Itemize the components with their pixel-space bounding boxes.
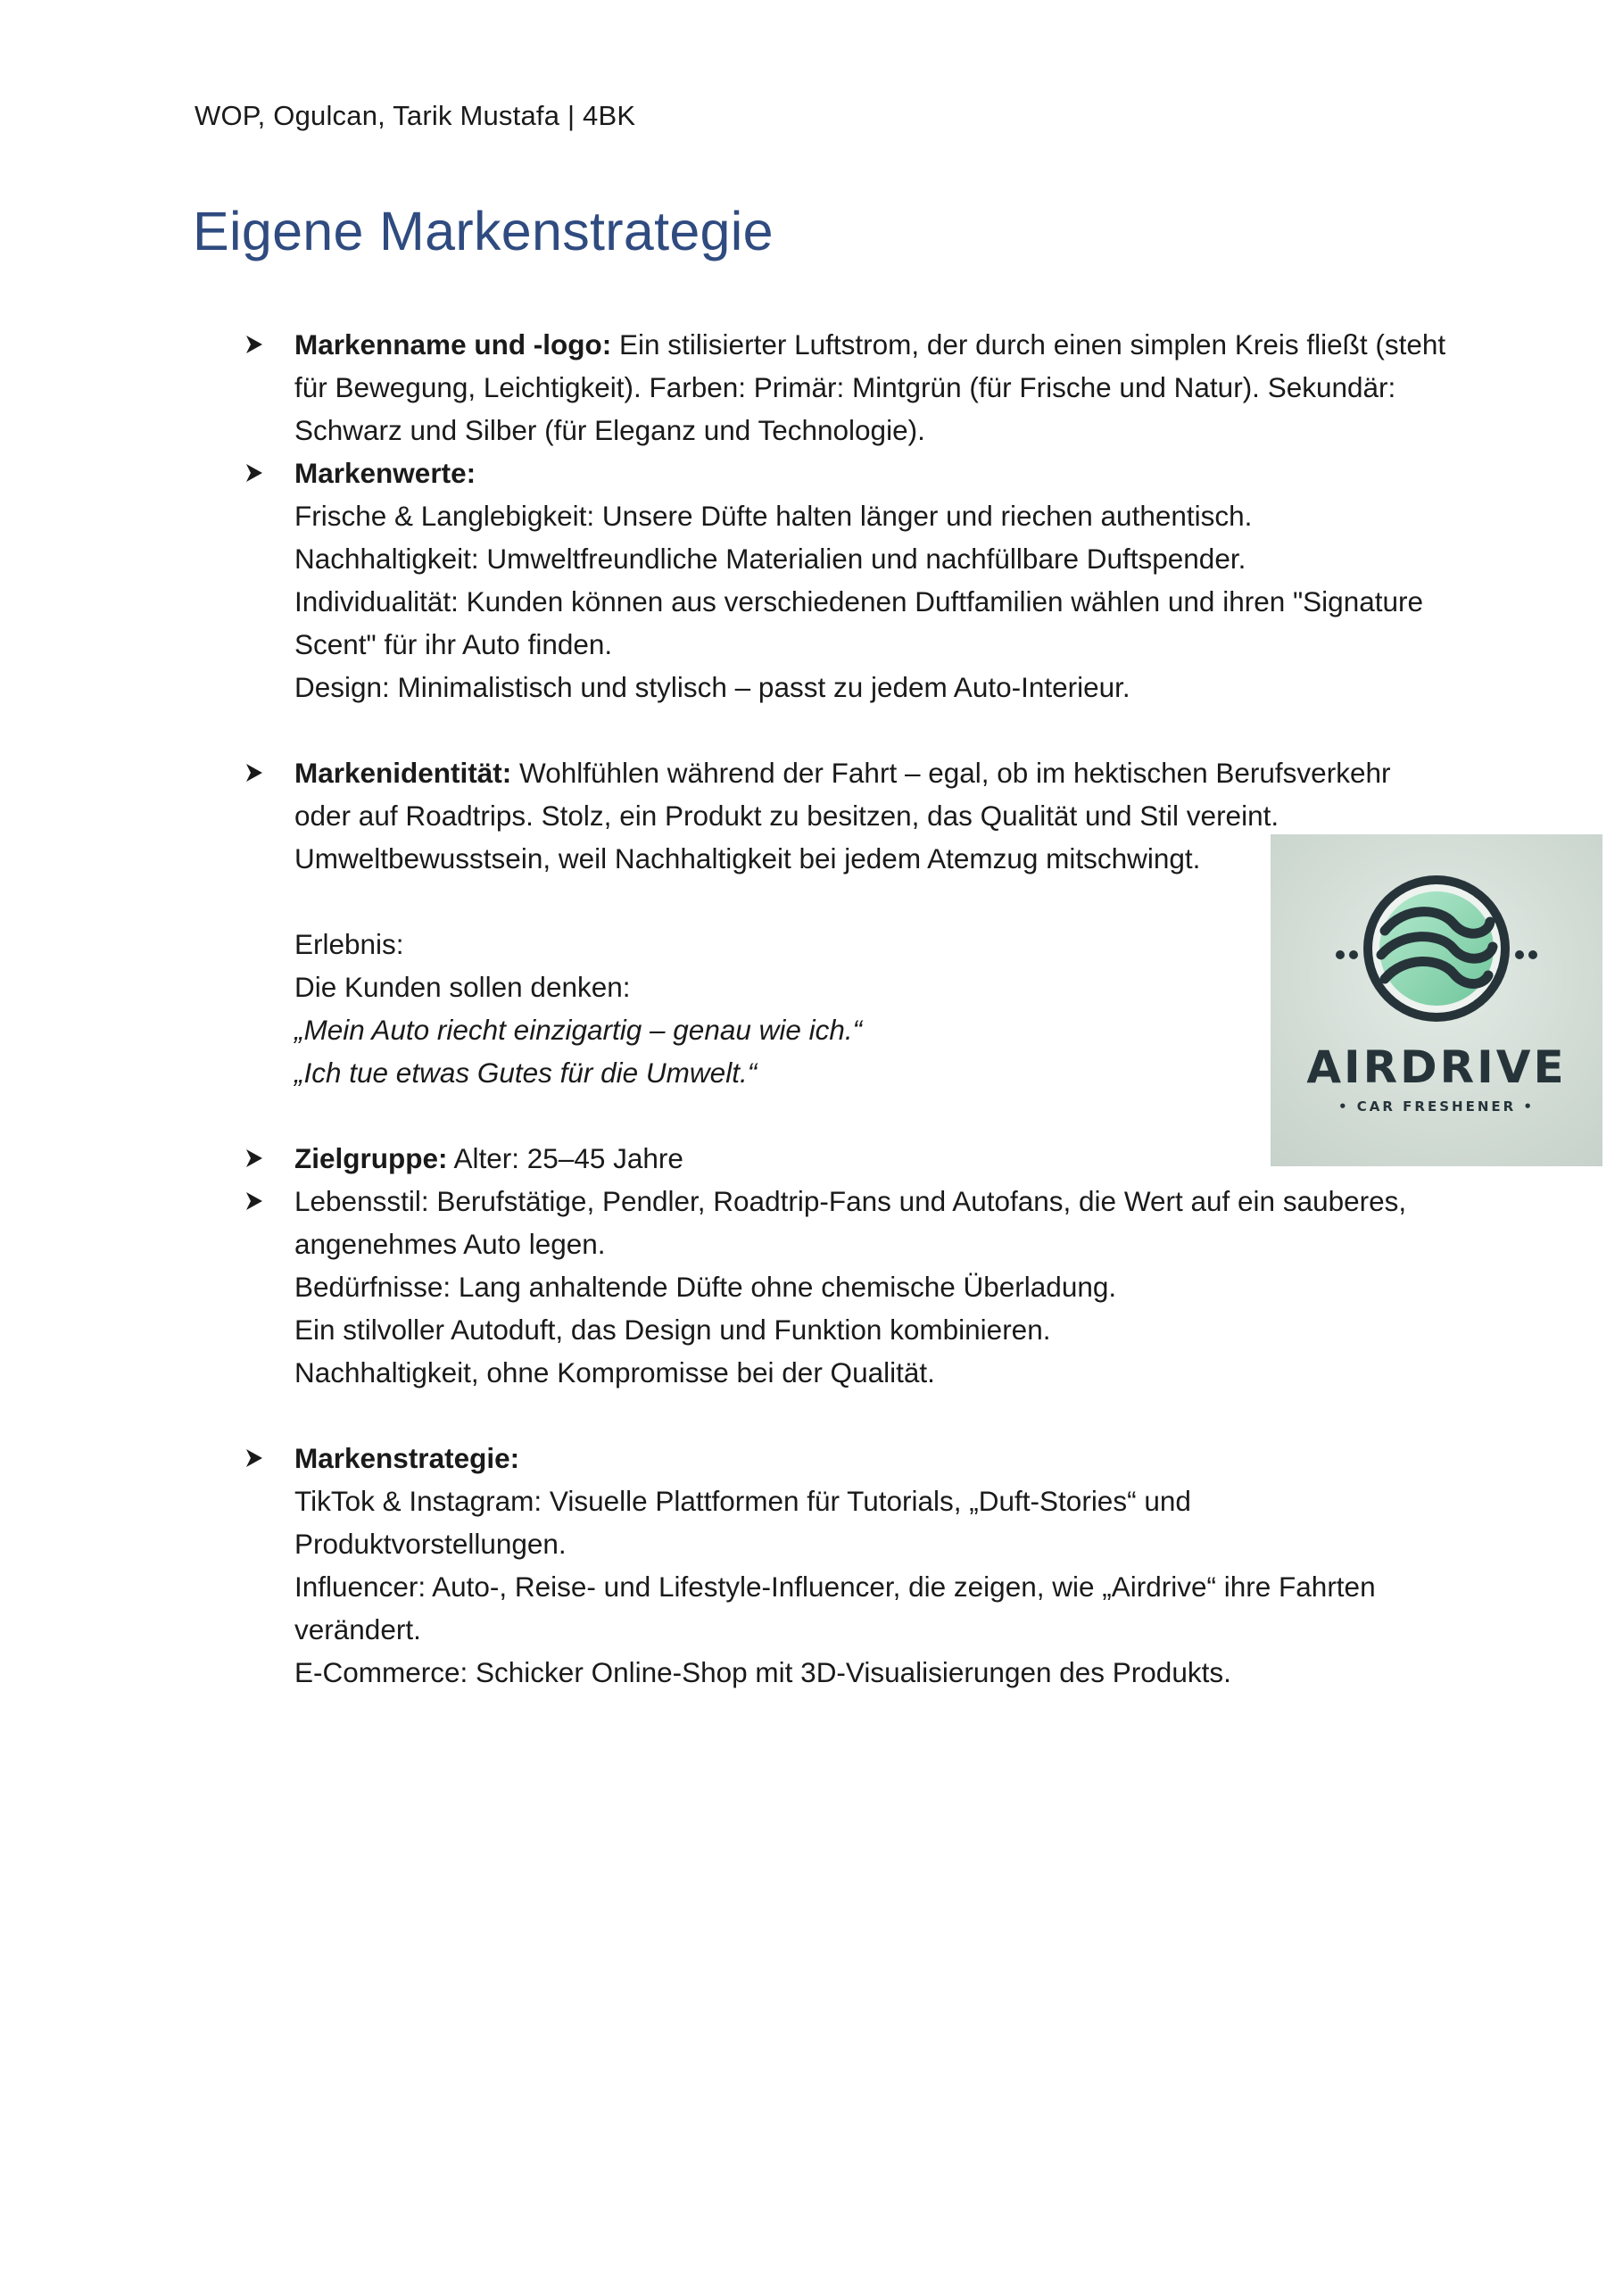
document-body [195,323,1444,1694]
paragraph-text: angenehmes Auto legen. [294,1228,606,1260]
paragraph-text: Bedürfnisse: Lang anhaltende Düfte ohne chemische Überladung. [294,1271,1117,1303]
section-label: Zielgruppe: [294,1142,448,1174]
arrow-bullet-icon [246,1449,262,1467]
erlebnis-heading: Erlebnis: [294,928,404,960]
logo-wordmark: AIRDRIVE [1306,1041,1567,1093]
paragraph-text: E-Commerce: Schicker Online-Shop mit 3D-Visualisierungen des Produkts. [294,1656,1231,1688]
logo-tagline: • CAR FRESHENER • [1337,1098,1535,1115]
arrow-bullet-icon [246,336,262,353]
paragraph-text: Nachhaltigkeit: Umweltfreundliche Materialien und nachfüllbare Duftspender. [294,543,1246,575]
paragraph-text: Frische & Langlebigkeit: Unsere Düfte halten länger und riechen authentisch. [294,500,1253,532]
bullet-markenstrategie [195,1437,1444,1694]
document-title: Eigene Markenstrategie [193,201,774,261]
paragraph-text: Individualität: Kunden können aus verschiedenen Duftfamilien wählen und ihren "Signature [294,585,1424,618]
paragraph-text: Ein stilvoller Autoduft, das Design und Funktion kombinieren. [294,1314,1051,1346]
paragraph-text: Nachhaltigkeit, ohne Kompromisse bei der Qualität. [294,1356,935,1388]
paragraph-text: Umweltbewusstsein, weil Nachhaltigkeit bei jedem Atemzug mitschwingt. [294,842,1201,874]
bullet-zielgruppe [195,1137,1444,1180]
paragraph-text: Ein stilisierter Luftstrom, der durch einen simplen Kreis fließt (steht [611,328,1446,361]
paragraph-text: verändert. [294,1613,421,1645]
quote-text: „Mein Auto riecht einzigartig – genau wie ich.“ [294,1014,863,1046]
bullet-lebensstil [195,1180,1444,1394]
arrow-bullet-icon [246,764,262,782]
arrow-bullet-icon [246,1192,262,1210]
paragraph-text: Schwarz und Silber (für Eleganz und Technologie). [294,414,925,446]
section-label: Markenwerte: [294,457,476,489]
paragraph-text: TikTok & Instagram: Visuelle Plattformen für Tutorials, „Duft-Stories“ und [294,1485,1191,1517]
arrow-bullet-icon [246,1149,262,1167]
paragraph-text: Die Kunden sollen denken: [294,971,631,1003]
airflow-circle-icon [1271,834,1602,1166]
paragraph-text: Lebensstil: Berufstätige, Pendler, Roadtrip-Fans und Autofans, die Wert auf ein sauberes, [294,1185,1407,1217]
section-label: Markenname und -logo: [294,328,612,361]
quote-text: „Ich tue etwas Gutes für die Umwelt.“ [294,1057,758,1089]
paragraph-text: Wohlfühlen während der Fahrt – egal, ob im hektischen Berufsverkehr [511,757,1391,789]
section-label: Markenstrategie: [294,1442,520,1474]
paragraph-text: Design: Minimalistisch und stylisch – passt zu jedem Auto-Interieur. [294,671,1130,703]
paragraph-text: Scent" für ihr Auto finden. [294,628,613,660]
paragraph-text: oder auf Roadtrips. Stolz, ein Produkt zu besitzen, das Qualität und Stil vereint. [294,800,1279,832]
section-label: Markenidentität: [294,757,512,789]
bullet-markenwerte [195,452,1444,709]
bullet-markenname [195,323,1444,452]
author-header: WOP, Ogulcan, Tarik Mustafa | 4BK [195,100,636,131]
paragraph-text: für Bewegung, Leichtigkeit). Farben: Primär: Mintgrün (für Frische und Natur). Sekundär: [294,371,1396,403]
arrow-bullet-icon [246,464,262,482]
paragraph-text: Influencer: Auto-, Reise- und Lifestyle-Influencer, die zeigen, wie „Airdrive“ ihre Fahrten [294,1571,1376,1603]
paragraph-text: Produktvorstellungen. [294,1528,567,1560]
airdrive-logo-image [1271,834,1602,1166]
paragraph-text: Alter: 25–45 Jahre [447,1142,683,1174]
bullet-markenidentitaet [195,751,1444,1094]
